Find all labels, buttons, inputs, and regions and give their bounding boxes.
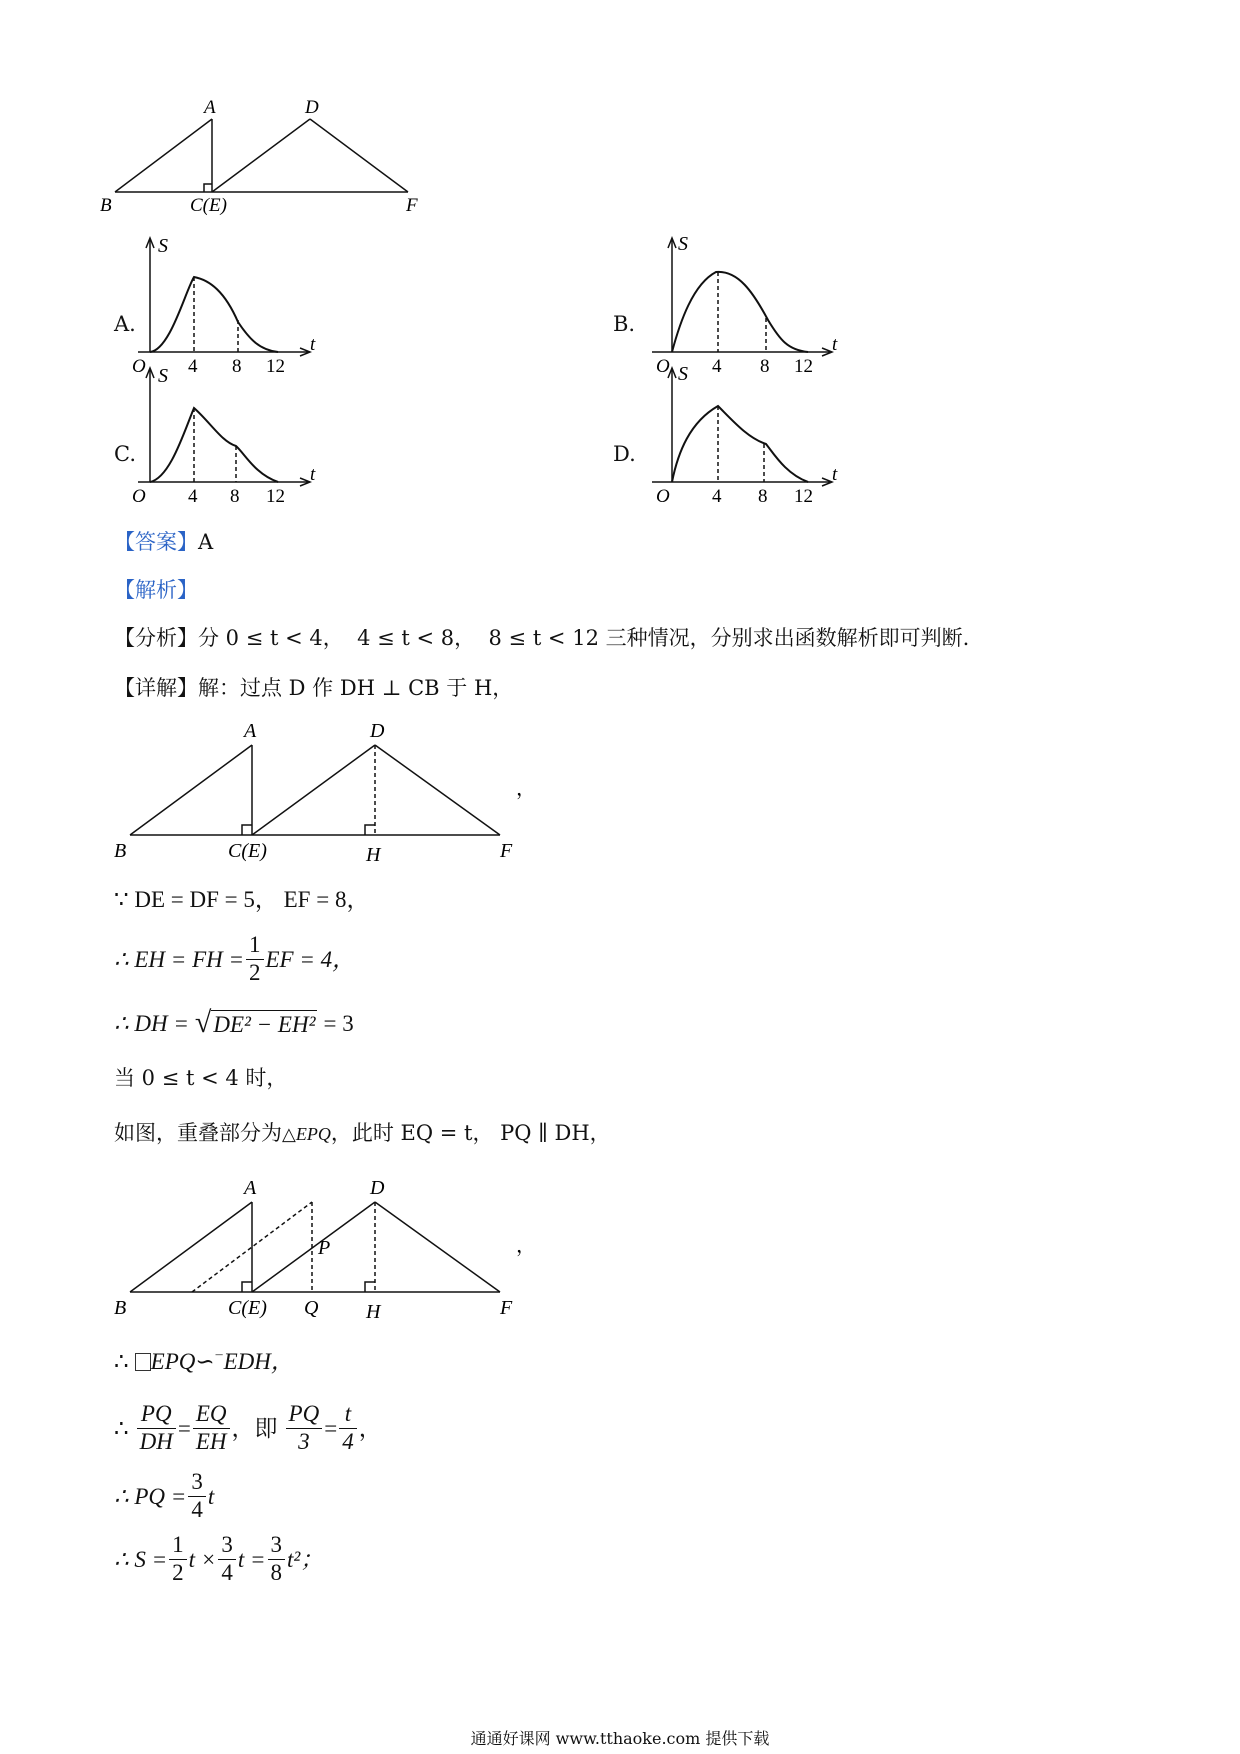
frac-den: 3 — [298, 1428, 310, 1454]
tick-8: 8 — [232, 356, 242, 377]
step-9-right: t²； — [287, 1546, 324, 1572]
figure-triangles-3 — [108, 1170, 538, 1325]
xiangjie-tag: 【详解】 — [114, 676, 198, 700]
frac-den: DH — [139, 1428, 173, 1454]
step-8-left: ∴ PQ = — [114, 1483, 187, 1509]
frac-pq-3 — [286, 1401, 323, 1455]
step-6-c: EDH， — [223, 1349, 294, 1374]
frac-den: 8 — [270, 1559, 282, 1585]
frac-3-4 — [218, 1532, 236, 1586]
origin: O — [132, 356, 146, 377]
label-A: A — [244, 720, 257, 742]
frac-1-2 — [169, 1532, 187, 1586]
tick-8: 8 — [230, 486, 240, 507]
step-9 — [114, 1528, 323, 1590]
frac-3-8 — [268, 1532, 286, 1586]
step-9-m2: t = — [237, 1546, 266, 1572]
step-2-left: ∴ EH = FH = — [114, 946, 244, 972]
origin: O — [132, 486, 146, 507]
step-5 — [114, 1123, 611, 1144]
label-D: D — [305, 97, 319, 118]
figure-triangles-1 — [100, 95, 440, 225]
fig2-comma: ， — [516, 778, 536, 800]
frac-num: 1 — [246, 932, 264, 959]
frac-den: 4 — [191, 1496, 203, 1522]
label-H: H — [366, 1301, 381, 1323]
step-3-right: = 3 — [323, 1010, 354, 1036]
label-F: F — [500, 1297, 513, 1319]
label-B: B — [114, 840, 127, 862]
tick-4: 4 — [712, 486, 722, 507]
answer-value: A — [198, 530, 214, 554]
step-3-left: ∴ DH = — [114, 1010, 189, 1036]
option-d-graph — [648, 362, 858, 512]
label-A: A — [204, 97, 216, 118]
option-d-letter: D. — [613, 442, 636, 466]
eq-sign: = — [324, 1415, 338, 1441]
axis-t: t — [310, 464, 316, 485]
step-2 — [114, 930, 355, 988]
answer-tag: 【答案】 — [114, 530, 198, 554]
option-c-graph — [130, 362, 340, 512]
origin: O — [656, 356, 670, 377]
jiexi-tag: 【解析】 — [114, 578, 198, 602]
step-7 — [114, 1395, 382, 1461]
option-a-letter: A. — [114, 312, 136, 336]
step-7-end: ， — [358, 1415, 382, 1441]
step-6-b: EPQ∽ — [150, 1349, 215, 1374]
frac-3-4 — [188, 1469, 206, 1523]
label-A: A — [244, 1177, 257, 1199]
fenxi-line — [114, 628, 969, 649]
axis-t: t — [832, 334, 838, 355]
label-P: P — [318, 1237, 331, 1259]
figure-triangles-2 — [108, 715, 538, 865]
step-8-right: t — [207, 1483, 215, 1509]
axis-s: S — [678, 233, 688, 255]
step-4: 当 0 ≤ t < 4 时， — [114, 1066, 288, 1090]
label-D: D — [370, 720, 385, 742]
tick-4: 4 — [712, 356, 722, 377]
label-B: B — [114, 1297, 127, 1319]
label-CE: C(E) — [228, 840, 267, 862]
frac-num: EQ — [193, 1401, 230, 1428]
jiexi-line — [114, 580, 198, 601]
step-1: ∵ DE = DF = 5， EF = 8， — [114, 887, 370, 912]
axis-s: S — [158, 235, 168, 257]
step-3-radicand: DE² − EH² — [213, 1012, 316, 1037]
fenxi-text3: 8 ≤ t < 12 三种情况，分别求出函数解析即可判断. — [488, 626, 970, 650]
label-B: B — [100, 195, 112, 216]
axis-s: S — [158, 365, 168, 387]
option-a-graph — [130, 232, 340, 382]
step-5-b: ，此时 EQ = t， PQ ∥ DH， — [330, 1121, 611, 1145]
label-D: D — [370, 1177, 385, 1199]
tick-12: 12 — [794, 486, 813, 507]
fenxi-text2: 4 ≤ t < 8， — [357, 626, 476, 650]
label-Q: Q — [304, 1297, 319, 1319]
frac-num: 3 — [218, 1532, 236, 1559]
fig3-comma: ， — [516, 1235, 536, 1257]
step-2-fraction — [246, 932, 264, 986]
label-F: F — [500, 840, 513, 862]
step-6 — [114, 1350, 294, 1373]
axis-t: t — [832, 464, 838, 485]
option-b-letter: B. — [613, 312, 636, 336]
tick-12: 12 — [266, 486, 285, 507]
frac-num: 3 — [268, 1532, 286, 1559]
frac-den: EH — [195, 1428, 227, 1454]
step-9-m1: t × — [188, 1546, 217, 1572]
overline-glyph: ¯ — [215, 1353, 223, 1369]
step-2-right: EF = 4， — [265, 946, 356, 972]
frac-num: 3 — [188, 1469, 206, 1496]
eq-sign: = — [177, 1415, 191, 1441]
frac-num: t — [339, 1401, 357, 1428]
frac-den: 2 — [249, 959, 261, 985]
label-CE: C(E) — [190, 195, 227, 216]
label-F: F — [406, 195, 418, 216]
axis-t: t — [310, 334, 316, 355]
xiangjie-line — [114, 678, 513, 699]
step-7-therefore: ∴ — [114, 1415, 129, 1441]
tick-12: 12 — [794, 356, 813, 377]
frac-num: PQ — [137, 1401, 176, 1428]
frac-pq-dh — [137, 1401, 176, 1455]
frac-eq-eh — [193, 1401, 230, 1455]
step-9-left: ∴ S = — [114, 1546, 168, 1572]
step-7-mid: ，即 — [231, 1415, 278, 1441]
tick-4: 4 — [188, 356, 198, 377]
sqrt-sign: √ — [194, 1006, 212, 1039]
label-CE: C(E) — [228, 1297, 267, 1319]
frac-den: 2 — [172, 1559, 184, 1585]
answer-line — [114, 532, 213, 553]
tick-8: 8 — [758, 486, 768, 507]
step-6-therefore: ∴ — [114, 1349, 129, 1374]
frac-num: PQ — [286, 1401, 323, 1428]
label-H: H — [366, 844, 381, 865]
step-3 — [114, 1008, 354, 1038]
fenxi-text1: 分 0 ≤ t < 4， — [198, 626, 344, 650]
frac-t-4 — [339, 1401, 357, 1455]
tick-4: 4 — [188, 486, 198, 507]
step-8 — [114, 1465, 214, 1527]
footer: 通通好课网 www.tthaoke.com 提供下载 — [470, 1729, 770, 1748]
xiangjie-text: 解：过点 D 作 DH ⊥ CB 于 H， — [198, 676, 514, 700]
fenxi-tag: 【分析】 — [114, 626, 198, 650]
origin: O — [656, 486, 670, 507]
option-b-graph — [648, 232, 858, 382]
axis-s: S — [678, 363, 688, 385]
tick-12: 12 — [266, 356, 285, 377]
frac-den: 4 — [221, 1559, 233, 1585]
tick-8: 8 — [760, 356, 770, 377]
step-5-tri: △EPQ — [282, 1124, 331, 1144]
option-c-letter: C. — [114, 442, 136, 466]
frac-den: 4 — [342, 1428, 354, 1454]
step-5-a: 如图，重叠部分为 — [114, 1121, 282, 1145]
triangle-glyph-box — [135, 1353, 151, 1371]
frac-num: 1 — [169, 1532, 187, 1559]
